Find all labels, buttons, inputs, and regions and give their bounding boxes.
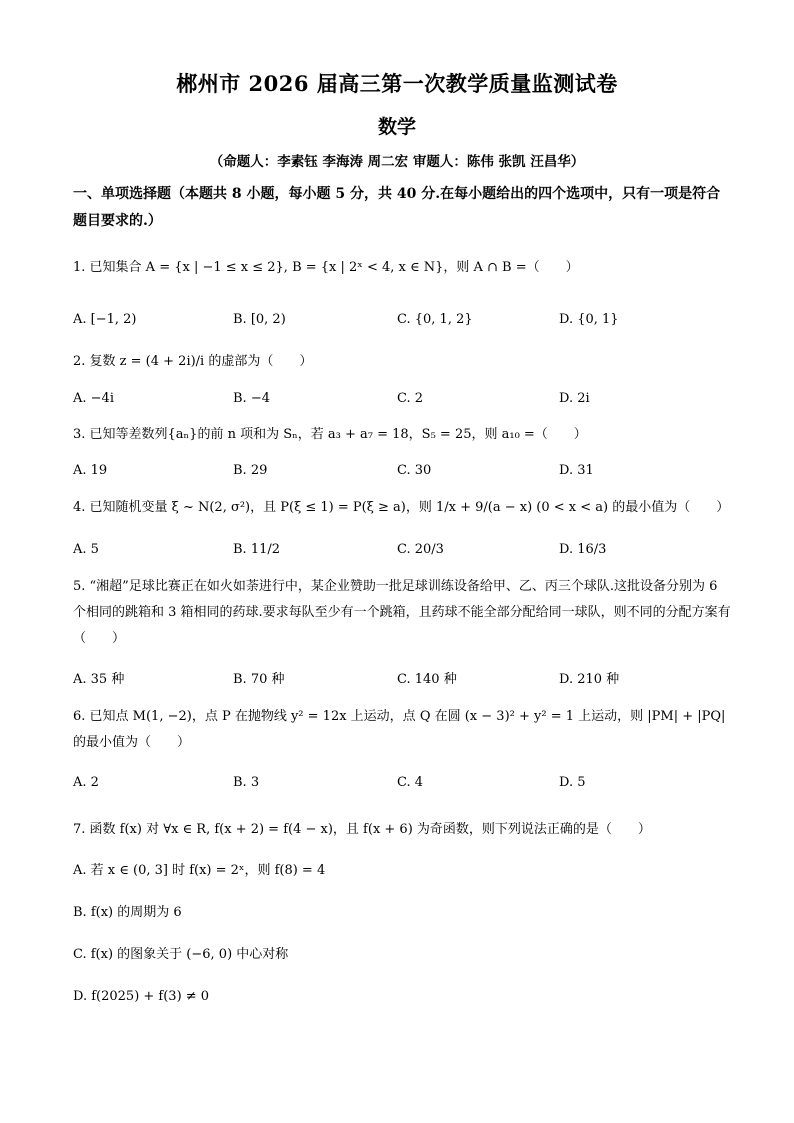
question-1-stem: 1. 已知集合 A = {x | −1 ≤ x ≤ 2}, B = {x | 2ˣ < 4, x ∈ N}，则 A ∩ B =（ ） <box>73 260 579 275</box>
authors-line: （命题人：李素钰 李海涛 周二宏 审题人：陈伟 张凯 汪昌华） <box>209 154 585 170</box>
question-4-stem: 4. 已知随机变量 ξ ~ N(2, σ²)，且 P(ξ ≤ 1) = P(ξ ≥ a)，则 1/x + 9/(a − x) (0 < x < a) 的最小值为（ ） <box>73 500 730 515</box>
exam-title: 郴州市 2026 届高三第一次教学质量监测试卷 <box>176 71 618 96</box>
question-6-stem: 6. 已知点 M(1, −2)，点 P 在抛物线 y² = 12x 上运动，点 Q 在圆 (x − 3)² + y² = 1 上运动，则 |PM| + |PQ| 的最小值为（ ） <box>73 709 726 750</box>
option-d: D. 210 种 <box>559 672 620 687</box>
option-a: A. [−1, 2) <box>73 312 137 327</box>
question-4-options <box>73 537 733 563</box>
option-a: A. 35 种 <box>73 672 125 687</box>
option-d: D. 31 <box>559 463 594 478</box>
question-3-stem: 3. 已知等差数列{aₙ}的前 n 项和为 Sₙ，若 a₃ + a₇ = 18，S₅ = 25，则 a₁₀ =（ ） <box>73 427 587 442</box>
option-b: B. 29 <box>233 463 268 478</box>
option-d: D. 2i <box>559 391 590 406</box>
question-6-options <box>73 770 733 796</box>
option-a: A. 19 <box>73 463 108 478</box>
option-b: B. 70 种 <box>233 672 285 687</box>
question-3-options <box>73 458 733 484</box>
option-c: C. 4 <box>397 775 424 790</box>
question-5-options <box>73 667 733 693</box>
subject-title: 数学 <box>377 116 416 138</box>
question-2-stem: 2. 复数 z = (4 + 2i)/i 的虚部为（ ） <box>73 354 313 369</box>
option-a: A. 若 x ∈ (0, 3] 时 f(x) = 2ˣ，则 f(8) = 4 <box>73 863 326 878</box>
option-c: C. 30 <box>397 463 432 478</box>
question-1-options <box>73 307 733 333</box>
option-d: D. 5 <box>559 775 586 790</box>
option-c: C. 140 种 <box>397 672 457 687</box>
option-c: C. 2 <box>397 391 424 406</box>
option-a: A. 5 <box>73 542 99 557</box>
option-b: B. f(x) 的周期为 6 <box>73 905 182 920</box>
option-d: D. {0, 1} <box>559 312 619 327</box>
option-d: D. f(2025) + f(3) ≠ 0 <box>73 989 210 1004</box>
option-c: C. {0, 1, 2} <box>397 312 473 327</box>
option-c: C. f(x) 的图象关于 (−6, 0) 中心对称 <box>73 947 289 962</box>
question-2-options <box>73 386 733 412</box>
section-heading: 一、单项选择题（本题共 8 小题，每小题 5 分，共 40 分.在每小题给出的四个选项中，只有一项是符合题目要求的.） <box>73 186 721 229</box>
option-b: B. −4 <box>233 391 270 406</box>
option-a: A. −4i <box>73 391 114 406</box>
option-d: D. 16/3 <box>559 542 607 557</box>
option-a: A. 2 <box>73 775 99 790</box>
option-b: B. 11/2 <box>233 542 281 557</box>
question-7-stem: 7. 函数 f(x) 对 ∀x ∈ R, f(x + 2) = f(4 − x)，且 f(x + 6) 为奇函数，则下列说法正确的是（ ） <box>73 822 651 837</box>
option-b: B. [0, 2) <box>233 312 286 327</box>
option-c: C. 20/3 <box>397 542 444 557</box>
question-5-stem: 5. “湘超”足球比赛正在如火如荼进行中，某企业赞助一批足球训练设备给甲、乙、丙三个球队.这批设备分别为 6 个相同的跳箱和 3 箱相同的药球.要求每队至少有一个跳箱，且药球不能全部分配给同一球队，则不同的分配方案有（ ） <box>73 579 731 646</box>
option-b: B. 3 <box>233 775 260 790</box>
